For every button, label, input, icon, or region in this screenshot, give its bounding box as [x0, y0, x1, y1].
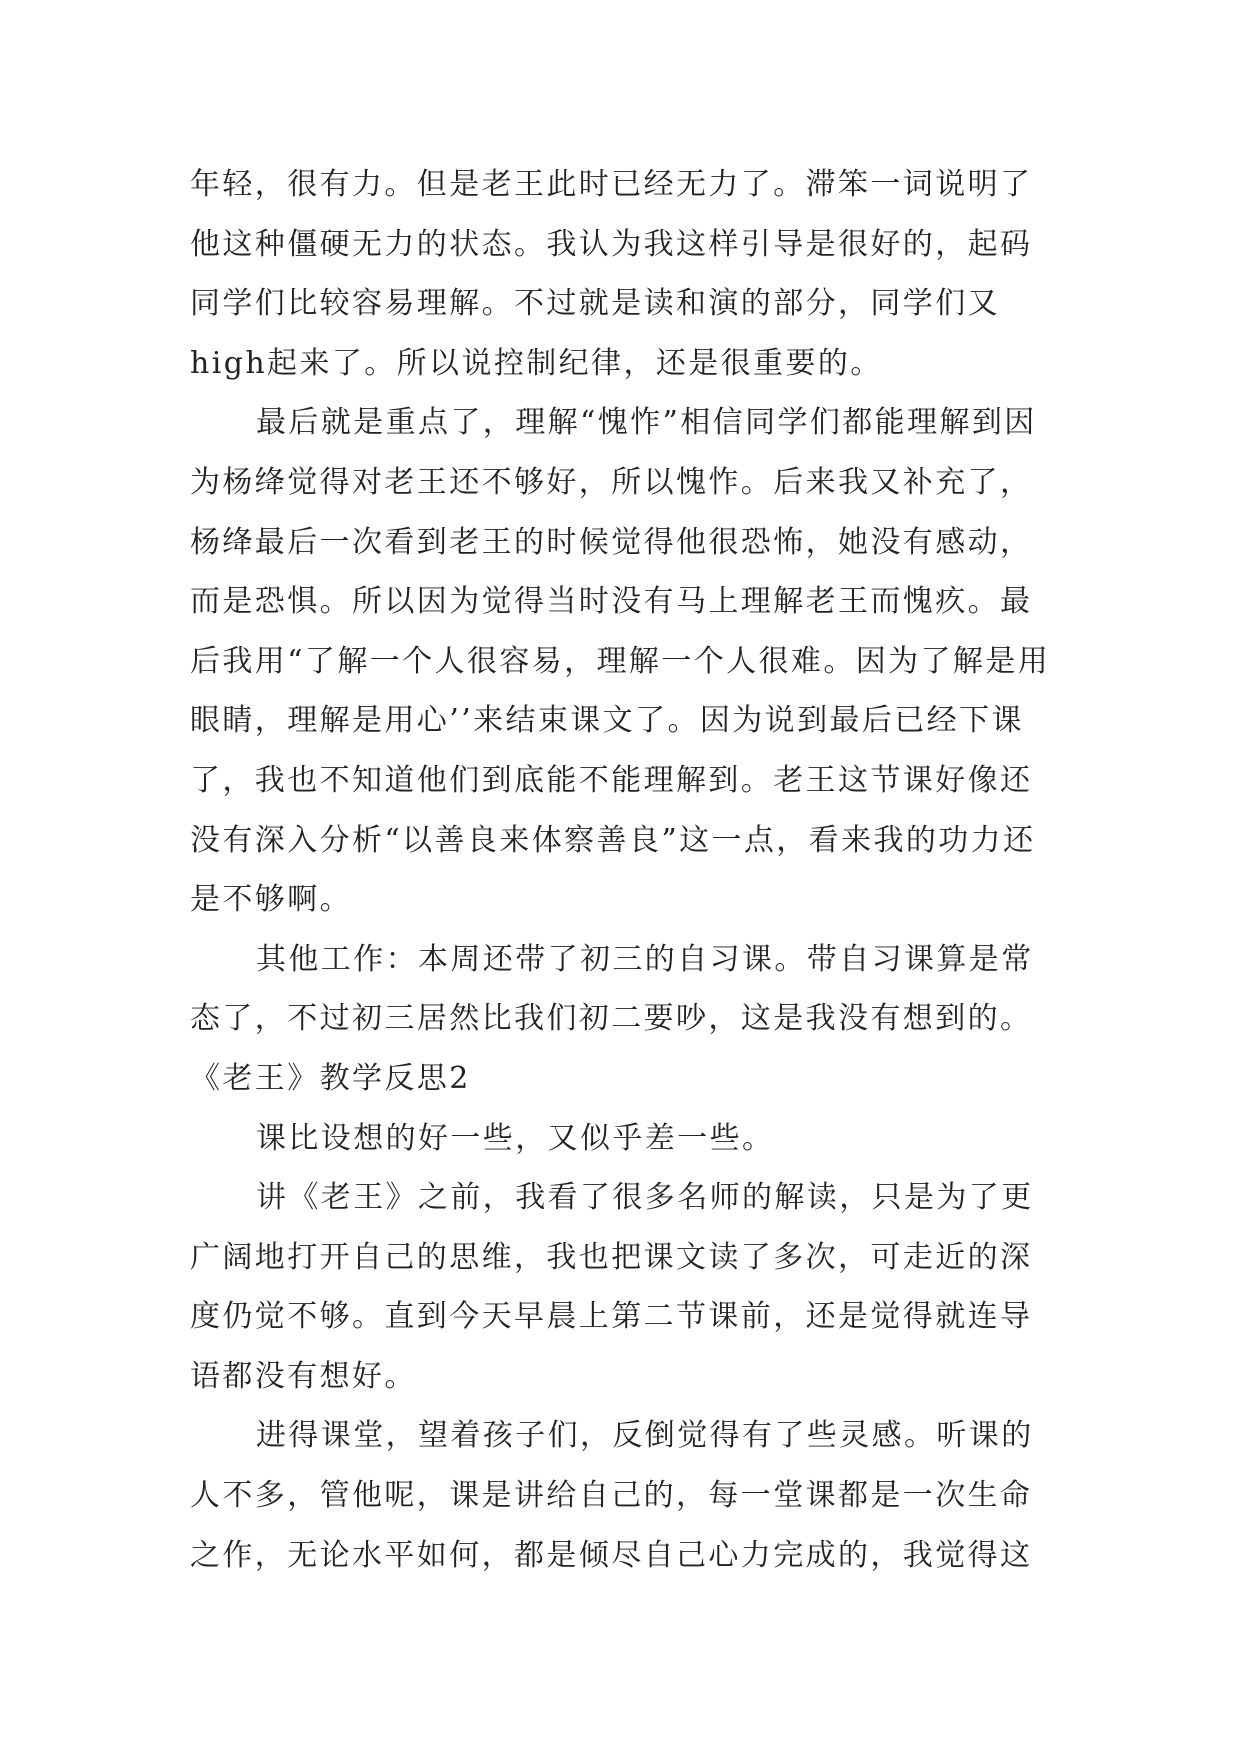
paragraph-continuation: 年轻，很有力。但是老王此时已经无力了。滞笨一词说明了他这种僵硬无力的状态。我认为我这样引导是很好的，起码同学们比较容易理解。不过就是读和演的部分，同学们又high起来了。所以说控制纪律，还是很重要的。: [190, 167, 1033, 381]
paragraph-lesson-summary: 课比设想的好一些，又似乎差一些。: [256, 1120, 775, 1156]
paragraph-understanding-kuizuo: 最后就是重点了，理解“愧怍”相信同学们都能理解到因为杨绛觉得对老王还不够好，所以愧怍。后来我又补充了，杨绛最后一次看到老王的时候觉得他很恐怖，她没有感动，而是恐惧。所以因为觉得当时没有马上理解老王而愧疚。最后我用“了解一个人很容易，理解一个人很难。因为了解是用眼睛，理解是用心’’来结束课文了。因为说到最后已经下课了，我也不知道他们到底能不能理解到。老王这节课好像还没有深入分析“以善良来体察善良”这一点，看来我的功力还是不够啊。: [190, 405, 1051, 918]
document-body: [190, 155, 1052, 1585]
paragraph-other-work: 其他工作：本周还带了初三的自习课。带自习课算是常态了，不过初三居然比我们初二要吵，这是我没有想到的。: [190, 941, 1034, 1037]
paragraph-classroom: 进得课堂，望着孩子们，反倒觉得有了些灵感。听课的人不多，管他呢，课是讲给自己的，每一堂课都是一次生命之作，无论水平如何，都是倾尽自己心力完成的，我觉得这: [190, 1418, 1034, 1573]
paragraph-preparation: 讲《老王》之前，我看了很多名师的解读，只是为了更广阔地打开自己的思维，我也把课文读了多次，可走近的深度仍觉不够。直到今天早晨上第二节课前，还是觉得就连导语都没有想好。: [190, 1180, 1034, 1394]
section-heading: 《老王》教学反思2: [190, 1060, 471, 1096]
